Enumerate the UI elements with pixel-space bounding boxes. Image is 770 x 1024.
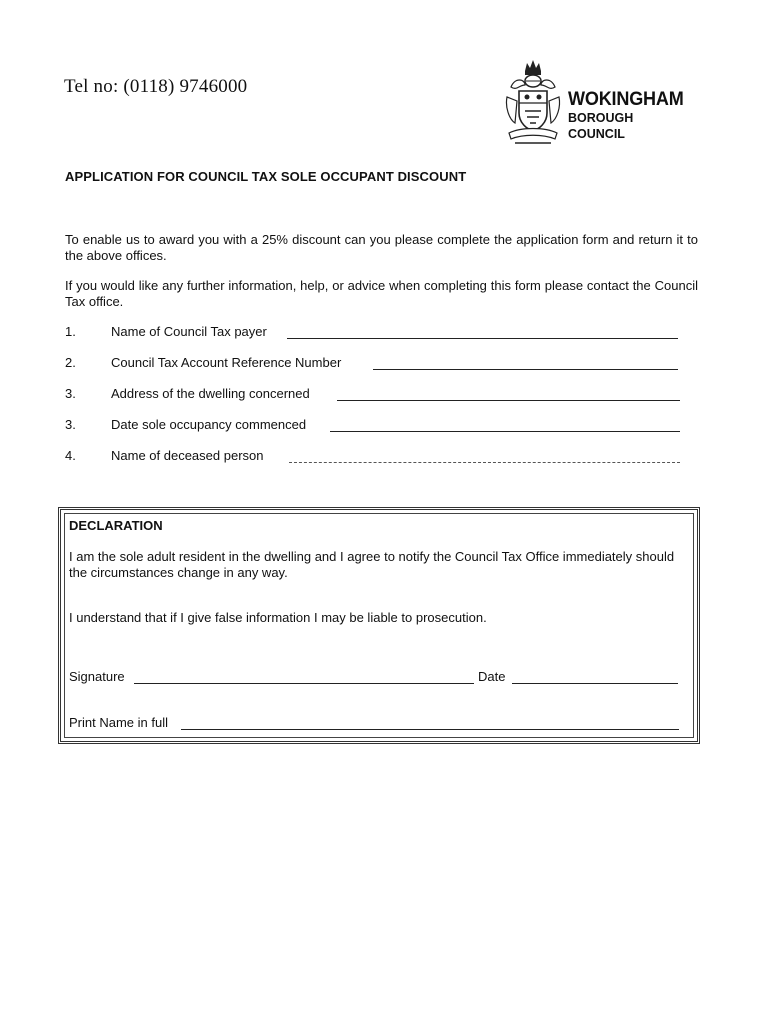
telephone-number: Tel no: (0118) 9746000 xyxy=(64,76,248,97)
form-item-occupancy-date xyxy=(65,417,678,435)
form-item-deceased-name xyxy=(65,448,678,466)
item-label: Name of deceased person xyxy=(111,448,264,463)
item-number: 1. xyxy=(65,324,76,339)
item-number: 4. xyxy=(65,448,76,463)
print-name-row xyxy=(69,715,681,733)
date-field[interactable] xyxy=(512,683,678,684)
signature-label: Signature xyxy=(69,669,125,684)
form-item-taxpayer-name xyxy=(65,324,678,342)
declaration-statement: I am the sole adult resident in the dwelling and I agree to notify the Council Tax Office immediately should the circumstances change in any way. xyxy=(69,549,675,580)
declaration-heading: DECLARATION xyxy=(69,518,163,533)
taxpayer-name-field[interactable] xyxy=(287,338,678,339)
declaration-box xyxy=(58,507,700,744)
account-reference-field[interactable] xyxy=(373,369,678,370)
item-number: 3. xyxy=(65,417,76,432)
council-logo xyxy=(503,57,683,153)
item-label: Address of the dwelling concerned xyxy=(111,386,310,401)
logo-wordmark-borough-council: BOROUGH COUNCIL xyxy=(568,111,634,141)
intro-paragraph: To enable us to award you with a 25% discount can you please complete the application form and return it to the above offices. xyxy=(65,232,698,263)
item-label: Date sole occupancy commenced xyxy=(111,417,307,432)
dwelling-address-field[interactable] xyxy=(337,400,680,401)
deceased-name-field[interactable] xyxy=(289,462,680,463)
item-label: Council Tax Account Reference Number xyxy=(111,355,342,370)
occupancy-date-field[interactable] xyxy=(330,431,680,432)
council-crest-icon xyxy=(503,57,563,149)
signature-row xyxy=(69,669,681,687)
logo-wordmark-wokingham: WOKINGHAM xyxy=(568,89,684,110)
form-title: APPLICATION FOR COUNCIL TAX SOLE OCCUPANT DISCOUNT xyxy=(65,169,467,184)
help-paragraph: If you would like any further information, help, or advice when completing this form please contact the Council Tax office. xyxy=(65,278,698,309)
declaration-warning: I understand that if I give false information I may be liable to prosecution. xyxy=(69,610,487,625)
form-item-dwelling-address xyxy=(65,386,678,404)
print-name-label: Print Name in full xyxy=(69,715,168,730)
item-label: Name of Council Tax payer xyxy=(111,324,267,339)
item-number: 3. xyxy=(65,386,76,401)
signature-field[interactable] xyxy=(134,683,474,684)
item-number: 2. xyxy=(65,355,76,370)
print-name-field[interactable] xyxy=(181,729,679,730)
form-item-account-reference xyxy=(65,355,678,373)
date-label: Date xyxy=(478,669,506,684)
